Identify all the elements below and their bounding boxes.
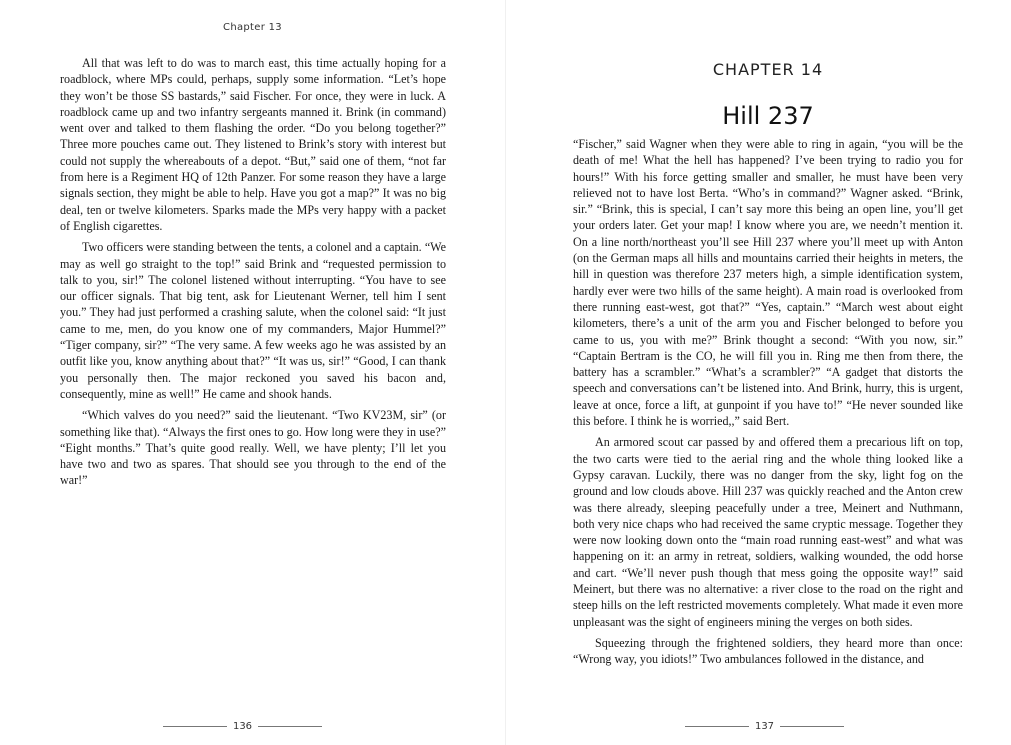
chapter-title: Hill 237 (722, 102, 814, 131)
page-number-footer (0, 718, 495, 734)
paragraph: “Fischer,” said Wagner when they were able to ring in again, “you will be the death of me! What the hell has happened? I’ve been trying to radio you for hours!” With his force getting smaller and smaller, he must have been very relieved not to have lost Berta. “Who’s in command?” Wagner asked. “Brink, sir.” “Brink, this is special, I can’t say more this being an open line, you’ll get your orders later. Get your map! I know where you are, we needn’t mention it. On a line north/northeast you’ll see Hill 237 where you’ll meet up with Anton (on the German maps all hills and mountains carried their heights in meters, the hill in question was therefore 237 meters high, a simple identification system, hardly ever were two hills of the same height). A main road is overlooked from there running east-west, got that?” “Yes, captain.” “March west about eight kilometers, there’s a unit of the arm you and Fischer belonged to before you came to us, you with me?” Brink thought a second: “With you now, sir.” “Captain Bertram is the CO, he will fill you in. Ring me then from there, the battery has a scrambler.” “What’s a scrambler?” “A gadget that distorts the speech and conversations can’t be listened into. And Brink, hurry, this is urgent, leave at once, force a lift, at gunpoint if you have to!” “He never sounded like this before. I think he is worried,,” said Bert. (573, 137, 963, 429)
running-head: Chapter 13 (223, 22, 282, 33)
folio-rule-left (685, 726, 749, 727)
right-text-block (573, 136, 963, 668)
right-page (506, 0, 1011, 745)
page-number: 137 (754, 720, 775, 732)
folio-rule-left (163, 726, 227, 727)
paragraph: All that was left to do was to march east, this time actually hoping for a roadblock, where MPs could, perhaps, supply some information. “Let’s hope they won’t be those SS bastards,” said Fischer. For once, they were in luck. A roadblock came up and two infantry sergeants manned it. Brink (in command) went over and talked to them flashing the order. “Do you belong together?” Three more pouches came out. They listened to Brink’s story with interest but could not supply the whereabouts of a depot. “But,” said one of them, “not far from here is a Regiment HQ of 12th Panzer. For some reason they have a large signals section, they might be able to help. Have you got a map?” It was no big deal, ten or twelve kilometers. Sparks made the MPs very happy with a packet of English cigarettes. (60, 56, 446, 233)
paragraph: Squeezing through the frightened soldiers, they heard more than once: “Wrong way, you idiots!” Two ambulances followed in the distance, and (573, 635, 963, 667)
folio-rule-right (780, 726, 844, 727)
left-page (0, 0, 505, 745)
paragraph: Two officers were standing between the tents, a colonel and a captain. “We may as well go straight to the top!” said Brink and “requested permission to talk to you, sir!” The colonel listened without interrupting. “You have to see our officer signals. That big tent, ask for Lieutenant Werner, tell him I sent you.” They had just performed a crashing salute, when the colonel said: “It just came to me, men, do you know one of my commanders, Major Hummel?” “Tiger company, sir?” “The very same. A few weeks ago he was assisted by an outfit like you, know anything about that?” “It was us, sir!” “Good, I can thank you personally then. The major reckoned you saved his bacon and, consequently, mine as well!” He came and shook hands. (60, 240, 446, 401)
left-text-block (60, 55, 446, 489)
page-number-footer (512, 718, 1011, 734)
page-number: 136 (232, 720, 253, 732)
paragraph: An armored scout car passed by and offered them a precarious lift on top, the two carts were tied to the aerial ring and the whole thing looked like a Gypsy caravan. Luckily, there was no danger from the sky, light fog on the ground and low clouds above. Hill 237 was quickly reached and the Anton crew was there already, sleeping peacefully under a tree, Meinert and Nuthmann, both very nice chaps who had received the same cryptic message. Together they were now looking down onto the “main road running east-west” and what was happening on it: an army in retreat, soldiers, walking wounded, the odd horse and cart. “We’ll never push though that mess going the opposite way!” said Meinert, but there was no alternative: a river close to the road on the right and steep hills on the left restricted movements completely. What made it even more unpleasant was the sight of engineers mining the verges on both sides. (573, 435, 963, 629)
paragraph: “Which valves do you need?” said the lieutenant. “Two KV23M, sir” (or something like that). “Always the first ones to go. How long were they in use?” “Eight months.” That’s quite good really. Well, we have plenty; I’ll let you have two and two as spares. That should see you through to the end of the war!” (60, 408, 446, 488)
chapter-label: CHAPTER 14 (712, 60, 824, 79)
folio-rule-right (258, 726, 322, 727)
